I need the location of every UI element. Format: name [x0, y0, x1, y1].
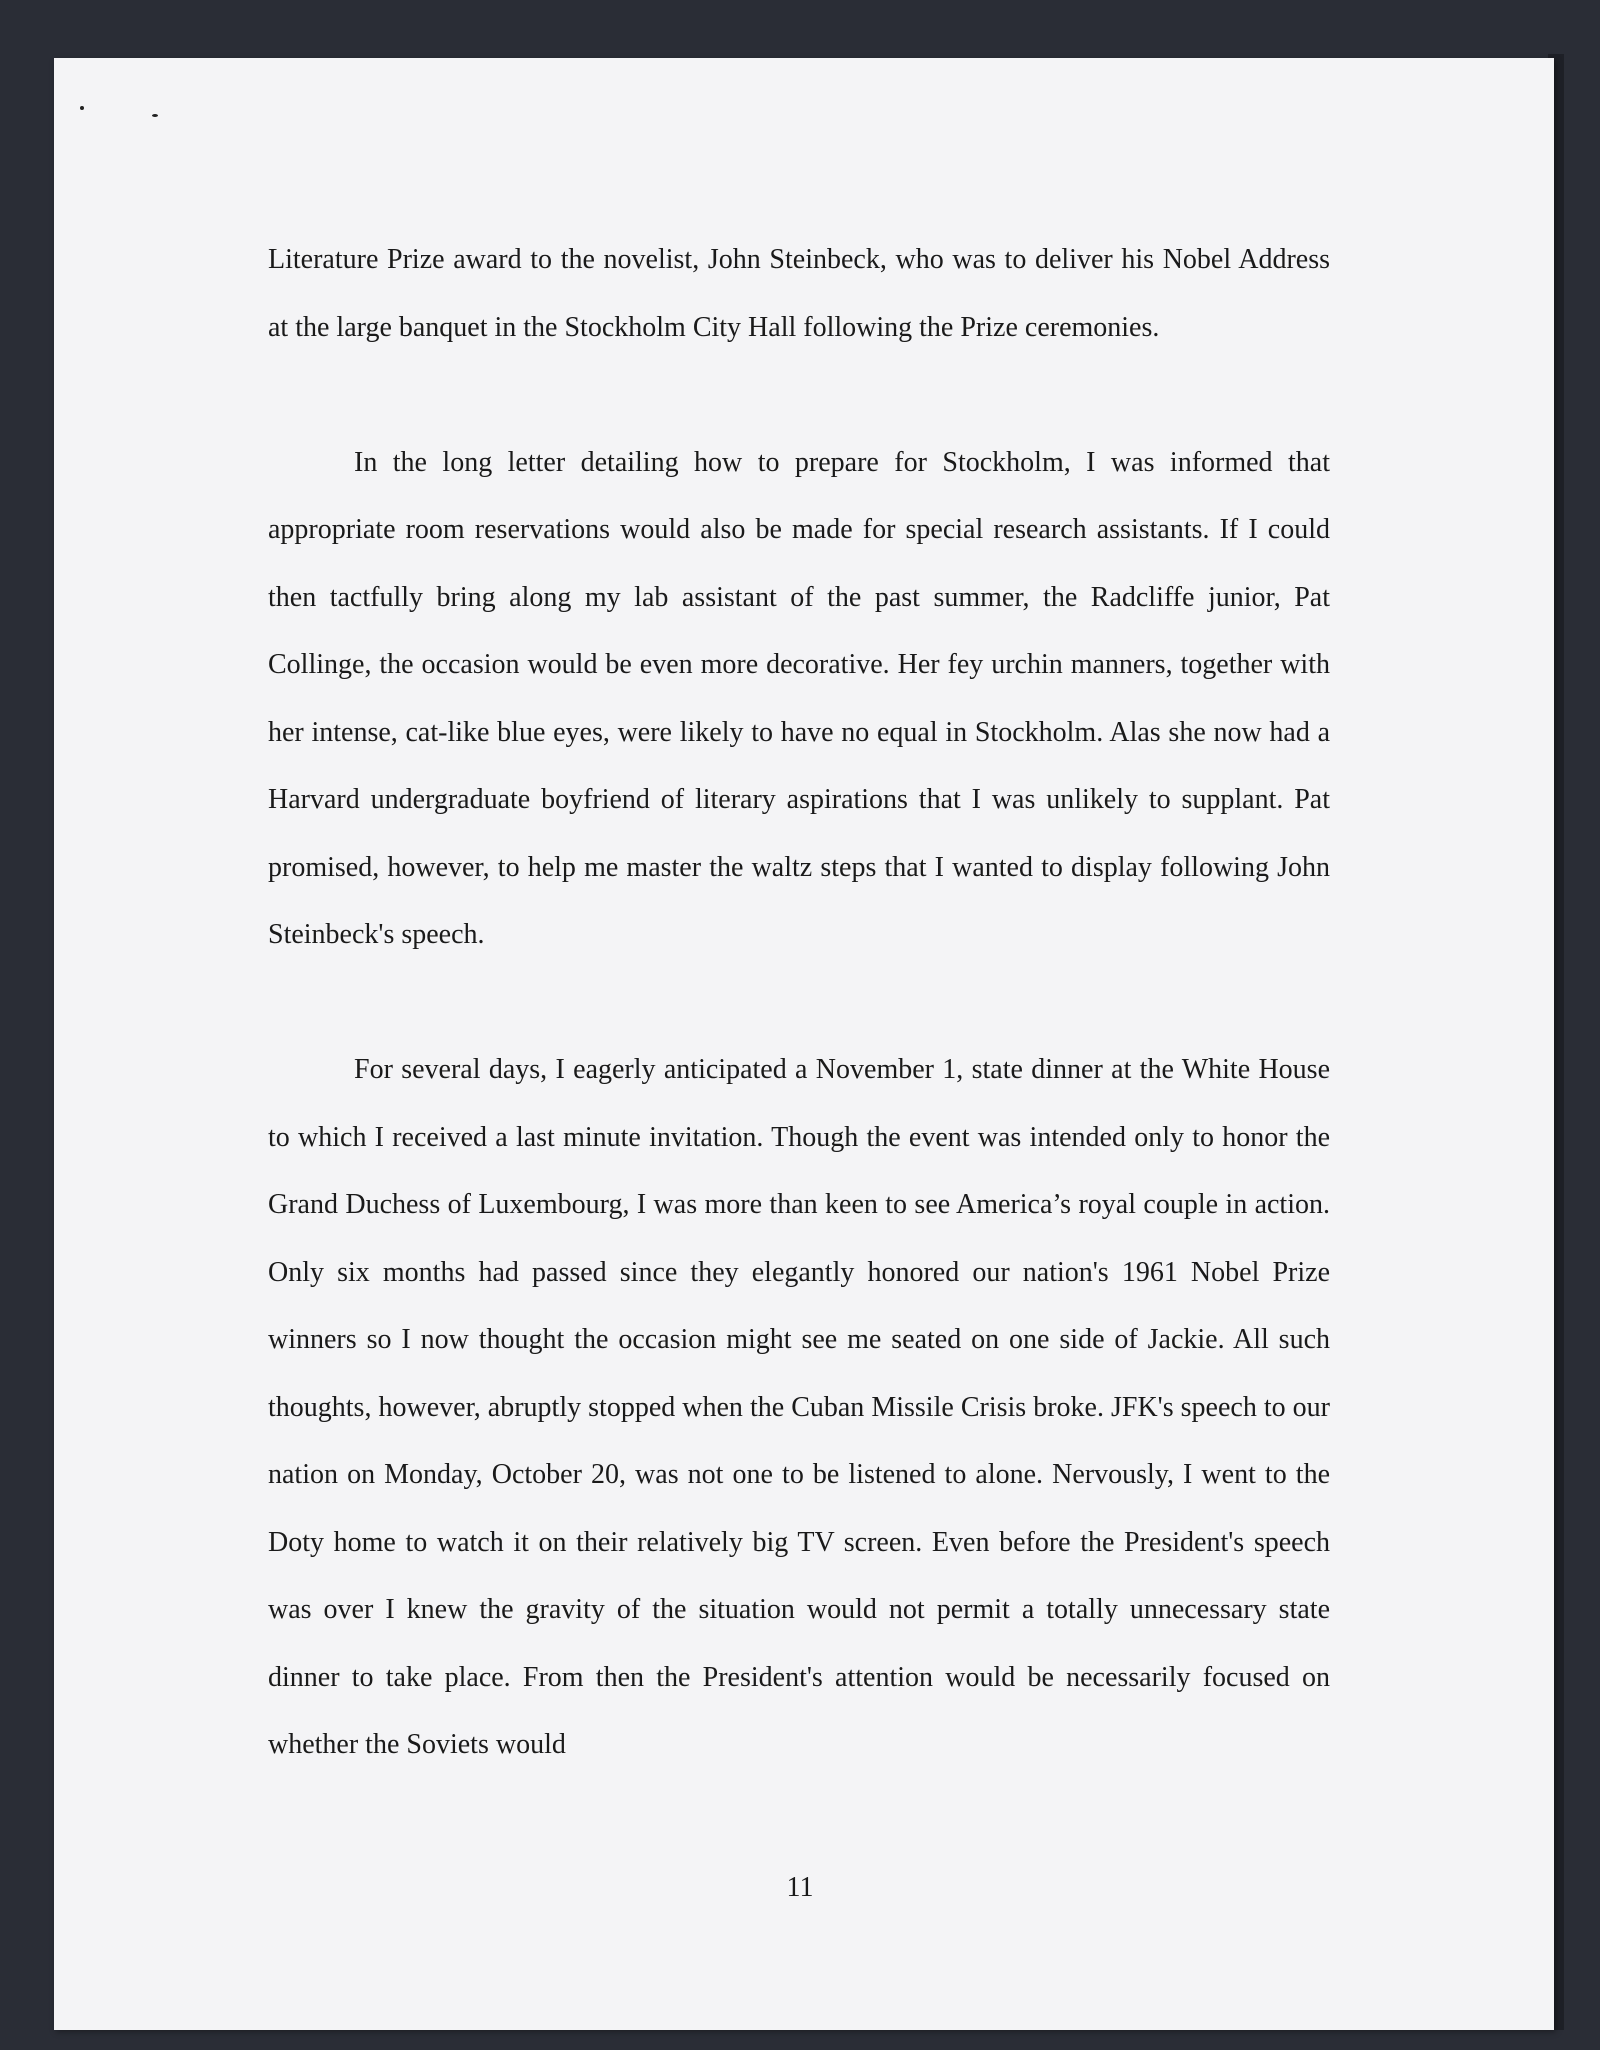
page-number: 11	[786, 1872, 814, 1903]
body-text	[268, 226, 1330, 1779]
scan-speck-2	[152, 114, 158, 117]
paragraph-1: Literature Prize award to the novelist, John Steinbeck, who was to deliver his Nobel Address at the large banquet in the Stockholm City Hall following the Prize ceremonies.	[268, 244, 1330, 343]
paragraph-2: In the long letter detailing how to prepare for Stockholm, I was informed that appropriate room reservations would also be made for special research assistants. If I could then tactfully bring along my lab assistant of the past summer, the Radcliffe junior, Pat Collinge, the occasion would be even more decorative. Her fey urchin manners, together with her intense, cat-like blue eyes, were likely to have no equal in Stockholm. Alas she now had a Harvard undergraduate boyfriend of literary aspirations that I was unlikely to supplant. Pat promised, however, to help me master the waltz steps that I wanted to display following John Steinbeck's speech.	[268, 446, 1330, 950]
scan-speck-1	[80, 106, 84, 110]
paragraph-gap	[268, 969, 1330, 1037]
paragraph-3: For several days, I eagerly anticipated a November 1, state dinner at the White House to which I received a last minute invitation. Though the event was intended only to honor the Grand Duchess of Luxembourg, I was more than keen to see America’s royal couple in action. Only six months had passed since they elegantly honored our nation's 1961 Nobel Prize winners so I now thought the occasion might see me seated on one side of Jackie. All such thoughts, however, abruptly stopped when the Cuban Missile Crisis broke. JFK's speech to our nation on Monday, October 20, was not one to be listened to alone. Nervously, I went to the Doty home to watch it on their relatively big TV screen. Even before the President's speech was over I knew the gravity of the situation would not permit a totally unnecessary state dinner to take place. From then the President's attention would be necessarily focused on whether the Soviets would	[268, 1054, 1330, 1760]
paragraph-gap	[268, 361, 1330, 429]
